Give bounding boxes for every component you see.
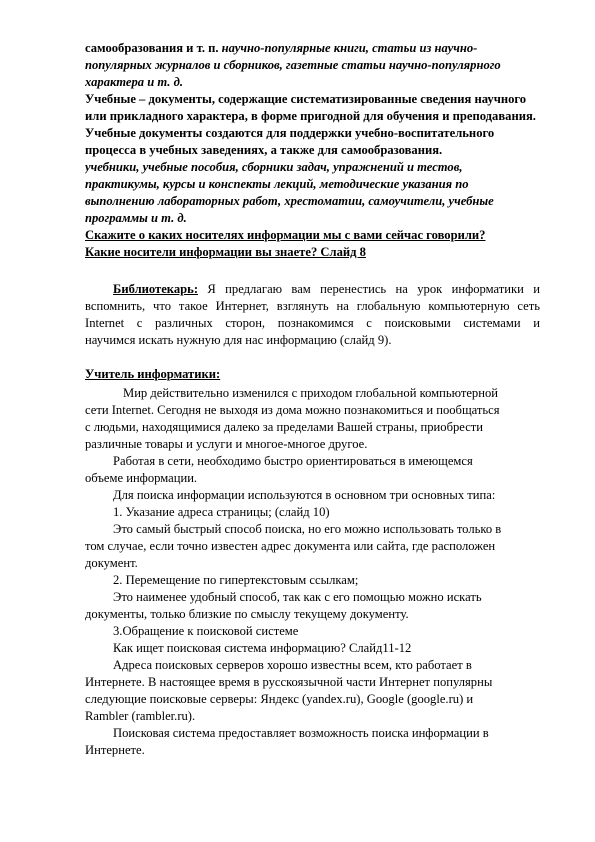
definition-text: Учебные – документы, содержащие систематизированные сведения научного: [85, 92, 527, 106]
paragraph-text: Интернете. В настоящее время в русскоязычной части Интернет популярны: [85, 675, 493, 689]
paragraph-text: с людьми, находящимися далеко за пределами Вашей страны, приобрести: [85, 420, 484, 434]
paragraph-text: Rambler (rambler.ru).: [85, 709, 196, 723]
line: [85, 281, 540, 298]
paragraph-text: Это наименее удобный способ, так как с его помощью можно искать: [113, 590, 482, 604]
paragraph-text: Адреса поисковых серверов хорошо известны всем, кто работает в: [113, 658, 472, 672]
list-item: 3.Обращение к поисковой системе: [113, 624, 299, 638]
paragraph-text: документ.: [85, 556, 138, 570]
document-types-section: [85, 40, 540, 261]
paragraph-text: документы, только близкие по смыслу текущему документу.: [85, 607, 409, 621]
paragraph-text: объеме информации.: [85, 471, 198, 485]
definition-text: или прикладного характера, в форме пригодной для обучения и преподавания.: [85, 109, 536, 123]
paragraph-text: том случае, если точно известен адрес документа или сайта, где расположен: [85, 539, 496, 553]
paragraph-text: сети Internet. Сегодня не выходя из дома можно познакомиться и пообщаться: [85, 403, 500, 417]
examples-text: практикумы, курсы и конспекты лекций, методические указания по: [85, 177, 469, 191]
bold-text: самообразования и т. п.: [85, 41, 219, 55]
paragraph-text: Для поиска информации используются в основном три основных типа:: [113, 488, 496, 502]
examples-text: учебники, учебные пособия, сборники задач, упражнений и тестов,: [85, 160, 463, 174]
question-text: Скажите о каких носителях информации мы с вами сейчас говорили?: [85, 228, 486, 242]
teacher-body: [85, 385, 540, 759]
paragraph-text: вспомнить, что такое Интернет, взглянуть на глобальную компьютерную сеть: [85, 299, 540, 313]
paragraph-text: Internet с различных сторон, познакомимся с поисковыми системами и: [85, 316, 540, 330]
paragraph-text: различные товары и услуги и многое-многое другое.: [85, 437, 368, 451]
paragraph-text: Это самый быстрый способ поиска, но его можно использовать только в: [113, 522, 502, 536]
question-text: Какие носители информации вы знаете? Слайд 8: [85, 245, 366, 259]
definition-text: Учебные документы создаются для поддержки учебно-воспитательного: [85, 126, 495, 140]
librarian-paragraph: [85, 281, 540, 349]
examples-text: выполнению лабораторных работ, хрестоматии, самоучители, учебные: [85, 194, 494, 208]
examples-text: научно-популярные книги, статьи из научно-: [218, 41, 478, 55]
paragraph-text: научимся искать нужную для нас информацию (слайд 9).: [85, 333, 392, 347]
paragraph-text: Поисковая система предоставляет возможность поиска информации в: [113, 726, 489, 740]
examples-text: программы и т. д.: [85, 211, 187, 225]
paragraph-text: следующие поисковые серверы: Яндекс (yandex.ru), Google (google.ru) и: [85, 692, 474, 706]
speaker-librarian: Библиотекарь:: [113, 282, 199, 296]
paragraph-text: Интернете.: [85, 743, 145, 757]
examples-text: характера и т. д.: [85, 75, 183, 89]
paragraph-text: Я предлагаю вам перенестись на урок информатики и: [207, 282, 540, 296]
list-item: 1. Указание адреса страницы; (слайд 10): [113, 505, 330, 519]
line: [85, 40, 540, 57]
list-item: 2. Перемещение по гипертекстовым ссылкам;: [113, 573, 359, 587]
speaker-teacher: Учитель информатики:: [85, 367, 221, 381]
paragraph-text: Работая в сети, необходимо быстро ориентироваться в имеющемся: [113, 454, 473, 468]
definition-text: процесса в учебных заведениях, а также для самообразования.: [85, 143, 443, 157]
examples-text: популярных журналов и сборников, газетные статьи научно-популярного: [85, 58, 501, 72]
teacher-heading: [85, 366, 540, 383]
paragraph-text: Как ищет поисковая система информацию? Слайд11-12: [113, 641, 412, 655]
paragraph-text: Мир действительно изменился с приходом глобальной компьютерной: [123, 386, 499, 400]
